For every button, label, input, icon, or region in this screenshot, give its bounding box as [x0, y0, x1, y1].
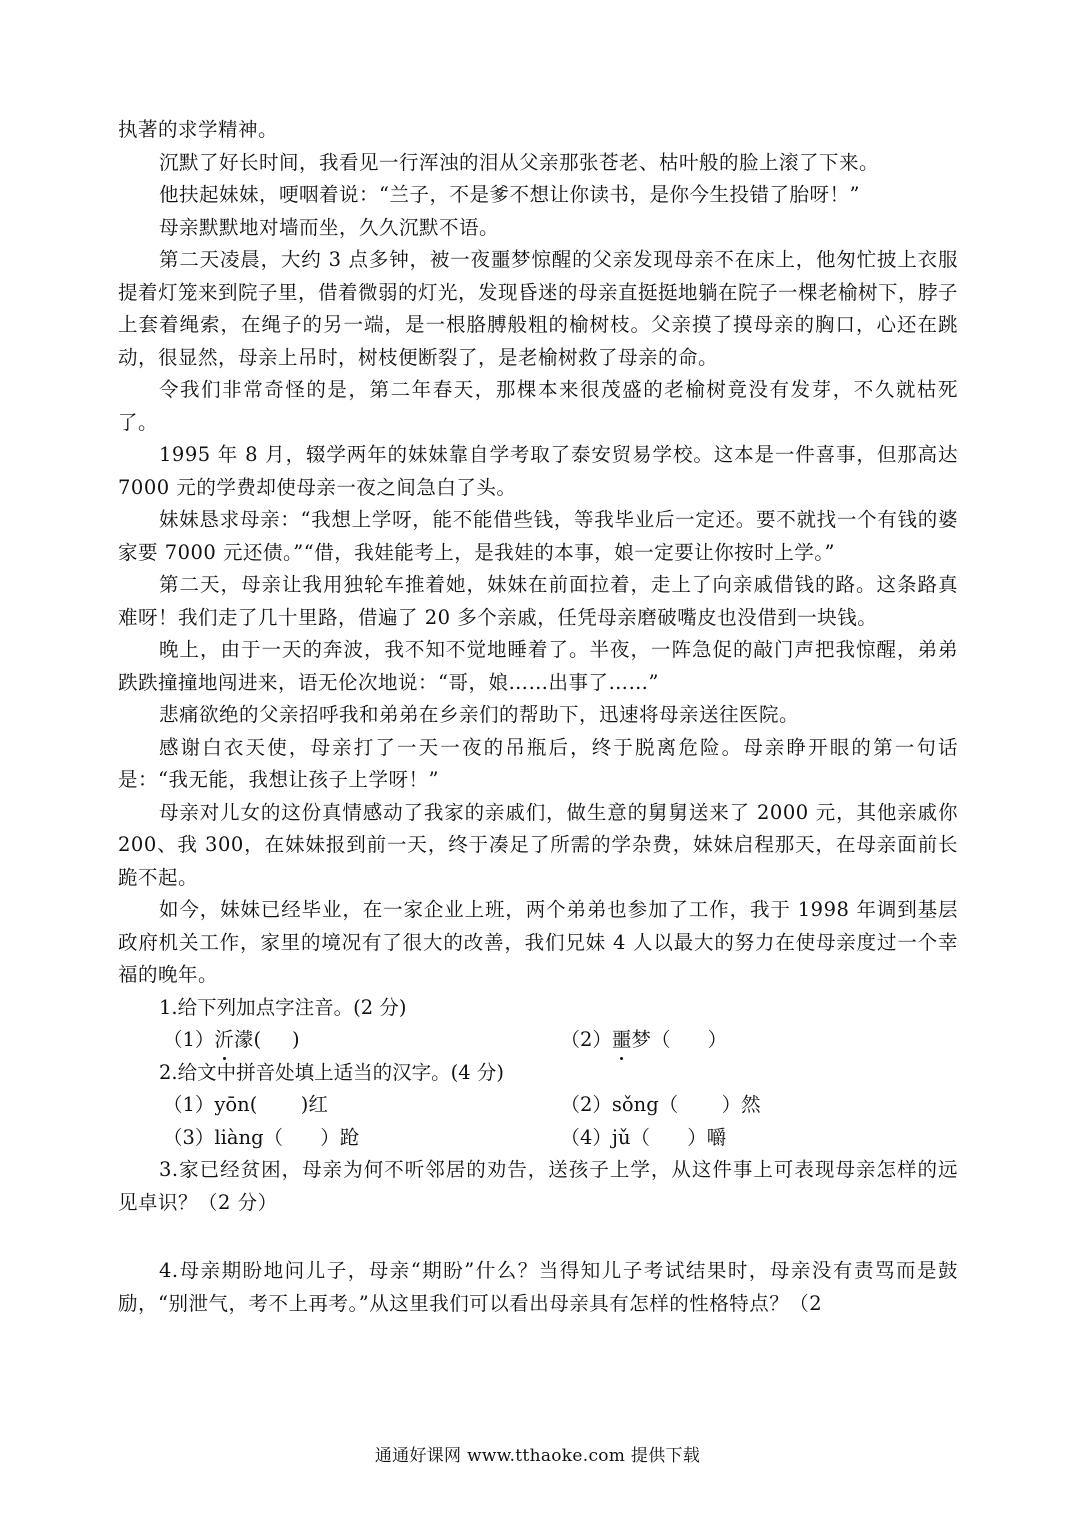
item-blank: 梦（ ） — [631, 1028, 728, 1051]
question-2-row-1 — [118, 1089, 958, 1122]
question-2-item-3: （3）liàng（ ）跄 — [163, 1125, 360, 1149]
item-number: （2） — [560, 1028, 612, 1051]
questions-section — [118, 992, 958, 1321]
paragraph: 晚上，由于一天的奔波，我不知不觉地睡着了。半夜，一阵急促的敲门声把我惊醒，弟弟跌跌撞撞地闯进来，语无伦次地说：“哥，娘……出事了……” — [118, 638, 958, 694]
question-2-item-4: （4）jǔ（ ）嚼 — [560, 1125, 727, 1149]
paragraph: 令我们非常奇怪的是，第二年春天，那棵本来很茂盛的老榆树竟没有发芽，不久就枯死了。 — [118, 378, 958, 434]
paragraph: 妹妹恳求母亲：“我想上学呀，能不能借些钱，等我毕业后一定还。要不就找一个有钱的婆家要 7000 元还债。”“借，我娃能考上，是我娃的本事，娘一定要让你按时上学。” — [118, 508, 958, 564]
paragraph: 母亲对儿女的这份真情感动了我家的亲戚们，做生意的舅舅送来了 2000 元，其他亲戚你 200、我 300，在妹妹报到前一天，终于凑足了所需的学杂费，妹妹启程那天，在母亲面前长跪不起。 — [118, 800, 958, 889]
item-number: （1） — [163, 1028, 215, 1051]
question-2-row-2 — [118, 1122, 958, 1155]
paragraph: 母亲默默地对墙而坐，久久沉默不语。 — [159, 215, 500, 239]
question-2-item-2: （2）sǒng（ ）然 — [560, 1093, 761, 1116]
answer-space — [118, 1219, 958, 1255]
question-1-title: 1.给下列加点字注音。(2 分) — [159, 995, 407, 1019]
paragraph: 执著的求学精神。 — [118, 118, 279, 141]
paragraph: 如今，妹妹已经毕业，在一家企业上班，两个弟弟也参加了工作，我于 1998 年调到基层政府机关工作，家里的境况有了很大的改善，我们兄妹 4 人以最大的努力在使母亲度过一个幸福的晚年。 — [118, 898, 958, 986]
dotted-char: 沂 — [214, 1024, 234, 1057]
paragraph: 沉默了好长时间，我看见一行浑浊的泪从父亲那张苍老、枯叶般的脸上滚了下来。 — [159, 150, 880, 174]
article-body — [118, 114, 958, 1320]
paragraph: 第二天凌晨，大约 3 点多钟，被一夜噩梦惊醒的父亲发现母亲不在床上，他匆忙披上衣服提着灯笼来到院子里，借着微弱的灯光，发现昏迷的母亲直挺挺地躺在院子一棵老榆树下，脖子上套着绳索，在绳子的另一端，是一根胳膊般粗的榆树枝。父亲摸了摸母亲的胸口，心还在跳动，很显然，母亲上吊时，树枝便断裂了，是老榆树救了母亲的命。 — [118, 248, 959, 369]
question-1-item-2 — [561, 1024, 959, 1057]
paragraph: 1995 年 8 月，辍学两年的妹妹靠自学考取了泰安贸易学校。这本是一件喜事，但那高达 7000 元的学费却使母亲一夜之间急白了头。 — [118, 443, 958, 499]
question-3: 3.家已经贫困，母亲为何不听邻居的劝告，送孩子上学，从这件事上可表现母亲怎样的远见卓识？（2 分） — [118, 1158, 958, 1214]
paragraph: 感谢白衣天使，母亲打了一天一夜的吊瓶后，终于脱离危险。母亲睁开眼的第一句话是：“我无能，我想让孩子上学呀！” — [118, 735, 958, 791]
paragraph: 第二天，母亲让我用独轮车推着她，妹妹在前面拉着，走上了向亲戚借钱的路。这条路真难呀！我们走了几十里路，借遍了 20 多个亲戚，任凭母亲磨破嘴皮也没借到一块钱。 — [118, 573, 958, 629]
paragraph: 他扶起妹妹，哽咽着说：“兰子，不是爹不想让你读书，是你今生投错了胎呀！” — [159, 183, 860, 206]
item-blank: 濛( ) — [233, 1028, 300, 1051]
question-1-item-1 — [163, 1024, 561, 1057]
page-footer: 通通好课网 www.tthaoke.com 提供下载 — [374, 1446, 701, 1466]
dotted-char: 噩 — [612, 1024, 632, 1057]
question-1-items — [118, 1024, 958, 1057]
question-2-title: 2.给文中拼音处填上适当的汉字。(4 分) — [159, 1060, 504, 1084]
paragraph: 悲痛欲绝的父亲招呼我和弟弟在乡亲们的帮助下，迅速将母亲送往医院。 — [159, 703, 800, 726]
question-2-item-1: （1）yōn( )红 — [163, 1093, 328, 1116]
question-4: 4.母亲期盼地问儿子，母亲“期盼”什么？当得知儿子考试结果时，母亲没有责骂而是鼓励，“别泄气，考不上再考。”从这里我们可以看出母亲具有怎样的性格特点？（2 — [118, 1259, 958, 1315]
